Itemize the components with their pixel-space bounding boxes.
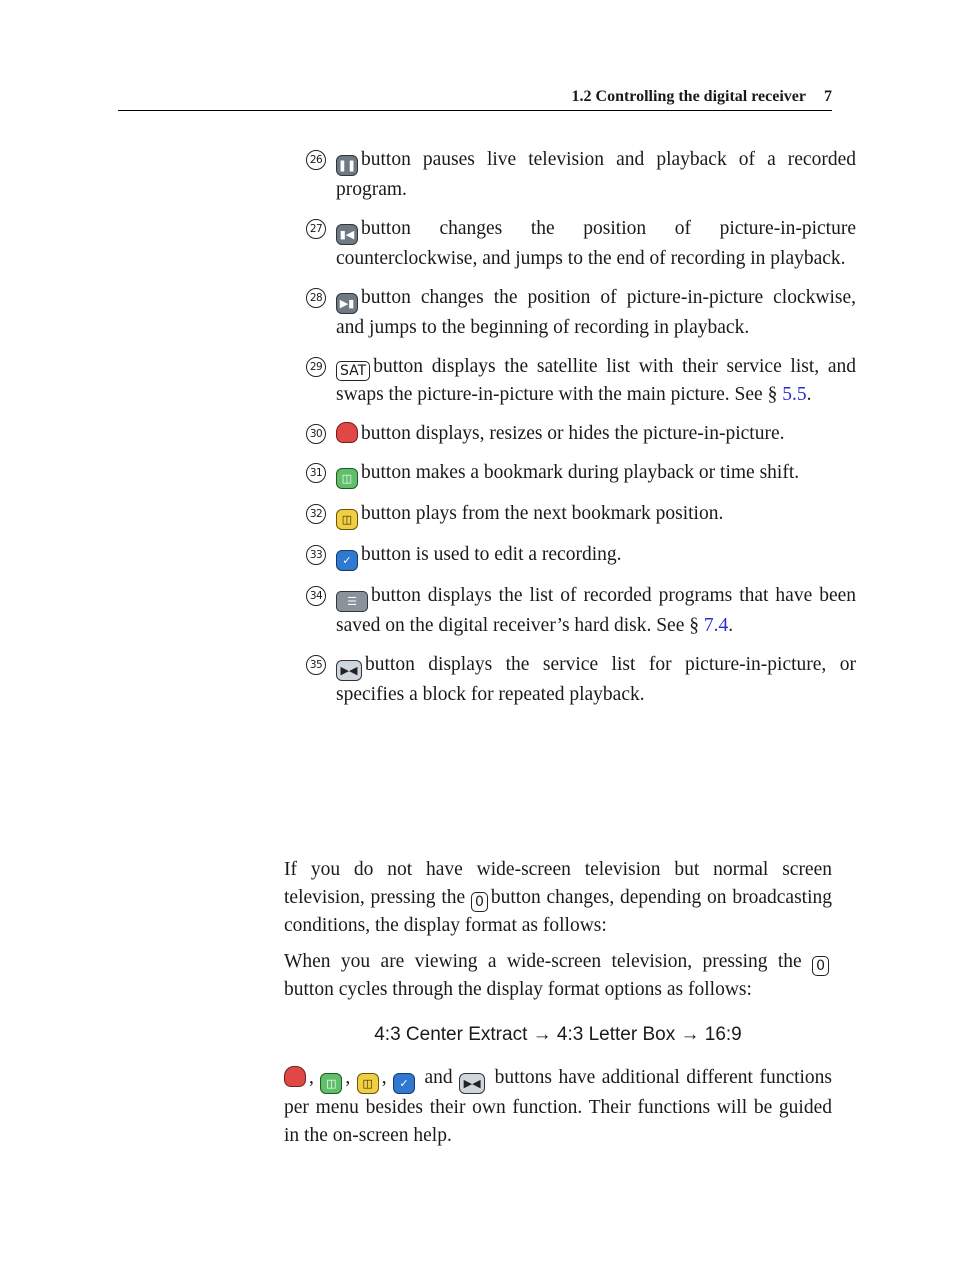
section-link[interactable]: 5.5 (782, 384, 807, 405)
item-text: button displays the satellite list with their service list, and swaps the picture-in-picture with the main picture. See § (336, 356, 856, 405)
red-button-icon (284, 1066, 306, 1087)
item-number: 28 (306, 288, 326, 308)
section-link[interactable]: 7.4 (703, 615, 729, 636)
item-number: 30 (306, 424, 326, 444)
list-item (306, 459, 856, 489)
recordings-list-icon: ☰ (336, 591, 368, 612)
pip-list-icon: ▶◀ (336, 660, 362, 681)
blue-check-icon: ✓ (393, 1073, 415, 1094)
body-text (284, 856, 832, 1158)
green-book-icon: ◫ (336, 468, 358, 489)
paragraph-text: button cycles through the display format options as follows: (284, 979, 752, 1000)
red-button-icon (336, 422, 358, 443)
item-number: 35 (306, 655, 326, 675)
item-text: button changes the position of picture-in-picture counterclockwise, and jumps to the end of recording in playback. (336, 218, 856, 269)
item-text: button displays the service list for picture-in-picture, or specifies a block for repeated playback. (336, 654, 856, 705)
skip-forward-icon: ▶▮ (336, 293, 358, 314)
sat-key-icon: SAT (336, 361, 370, 381)
item-text-end: . (806, 384, 812, 405)
item-number: 33 (306, 545, 326, 565)
paragraph-normal-tv (284, 856, 832, 940)
paragraph-wide-tv (284, 948, 832, 1004)
paragraph-text: When you are viewing a wide-screen television, pressing the (284, 951, 802, 972)
button-description-list (306, 146, 856, 720)
skip-back-icon: ▮◀ (336, 224, 358, 245)
item-number: 34 (306, 586, 326, 606)
green-book-icon: ◫ (320, 1073, 342, 1094)
list-item (306, 500, 856, 530)
item-text: button displays the list of recorded programs that have been saved on the digital receiver’s hard disk. See § (336, 585, 856, 636)
item-text: button plays from the next bookmark position. (361, 503, 724, 524)
list-item (306, 420, 856, 448)
separator: , (345, 1067, 351, 1088)
section-title: 1.2 Controlling the digital receiver (571, 88, 806, 105)
item-number: 31 (306, 463, 326, 483)
yellow-book-icon: ◫ (336, 509, 358, 530)
yellow-book-icon: ◫ (357, 1073, 379, 1094)
item-text: button pauses live television and playback of a recorded program. (336, 149, 856, 200)
page-number: 7 (824, 88, 832, 105)
display-format-sequence: 4:3 Center Extract → 4:3 Letter Box → 16:9 (374, 1024, 742, 1045)
item-number: 26 (306, 150, 326, 170)
item-text: button changes the position of picture-in-picture clockwise, and jumps to the beginning of recording in playback. (336, 287, 856, 338)
item-text: button is used to edit a recording. (361, 544, 622, 565)
list-item (306, 582, 856, 640)
pause-icon: ❚❚ (336, 155, 358, 176)
paragraph-text: button changes, depending on broadcasting conditions, the display format as follows: (284, 887, 832, 936)
list-item (306, 284, 856, 342)
conjunction: and (424, 1067, 453, 1088)
paragraph-text: buttons have additional different functions per menu besides their own function. Their functions will be guided in the on-screen help. (284, 1067, 833, 1146)
list-item (306, 215, 856, 273)
separator: , (381, 1067, 387, 1088)
item-text: button makes a bookmark during playback or time shift. (361, 462, 800, 483)
item-number: 32 (306, 504, 326, 524)
list-item (306, 353, 856, 409)
pip-list-icon: ▶◀ (459, 1073, 485, 1094)
zero-key-icon: 0 (471, 892, 488, 912)
item-text: button displays, resizes or hides the picture-in-picture. (361, 423, 785, 444)
list-item (306, 651, 856, 709)
separator: , (309, 1067, 314, 1088)
list-item (306, 146, 856, 204)
item-number: 29 (306, 357, 326, 377)
paragraph-color-buttons (284, 1064, 832, 1150)
blue-check-icon: ✓ (336, 550, 358, 571)
list-item (306, 541, 856, 571)
item-number: 27 (306, 219, 326, 239)
item-text-end: . (728, 615, 734, 636)
zero-key-icon: 0 (812, 956, 829, 976)
page-header (118, 86, 832, 111)
paragraph-text: If you do not have wide-screen television but normal screen television, pressing the (284, 859, 832, 908)
